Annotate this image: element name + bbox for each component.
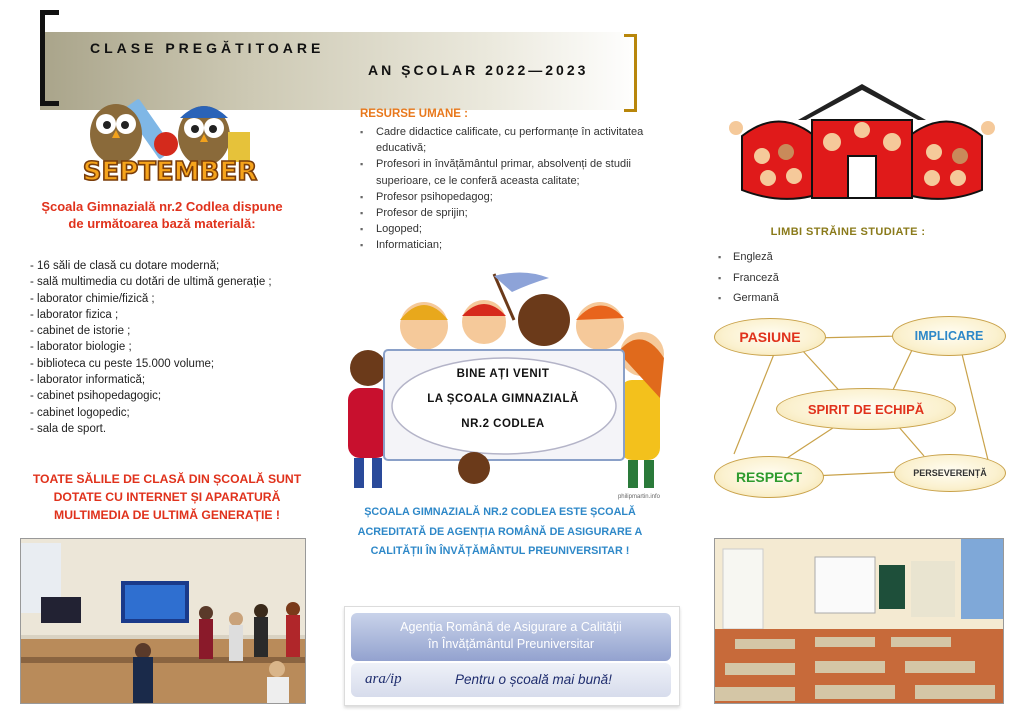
aracip-agency-name [351,613,671,661]
list-item: - cabinet logopedic; [30,406,130,419]
list-item: - 16 săli de clasă cu dotare modernă; [30,260,220,272]
list-item: - biblioteca cu peste 15.000 volume; [30,357,215,370]
list-item: - cabinet de istorie ; [30,325,131,338]
aracip-footer [351,663,671,697]
september-label: SEPTEMBER [82,157,258,187]
value-respect: RESPECT [714,456,824,498]
list-item: ▪ Logoped; [358,221,658,237]
aracip-line: Agenția Română de Asigurare a Calității [400,620,622,634]
list-item: - laborator fizica ; [30,308,119,321]
list-item: ▪ Cadre didactice calificate, cu performanțe în activitatea educativă; [358,124,658,156]
list-item: ▪ Engleză [718,247,779,268]
human-resources-list [358,124,658,254]
value-implicare: IMPLICARE [892,316,1006,356]
header-bracket-left [40,10,59,106]
facilities-list [30,258,300,437]
list-item: ▪ Profesori in învățământul primar, absolvenți de studii superioare, ce le conferă aceasta calitate; [358,156,658,188]
aracip-slogan: Pentru o școală mai bună! [455,672,612,687]
list-item: - laborator biologie ; [30,341,132,354]
languages-list [718,247,779,309]
value-spirit-de-echipa: SPIRIT DE ECHIPĂ [776,388,956,430]
aracip-logo: ara/ip [365,671,402,687]
value-pasiune: PASIUNE [714,318,826,356]
list-item: - laborator informatică; [30,374,146,387]
aracip-line: în Învățământul Preuniversitar [427,637,595,651]
header-title: CLASE PREGĂTITOARE [90,40,325,56]
september-owls-illustration [80,92,260,190]
list-item: - sală multimedia cu dotări de ultimă generație ; [30,276,272,289]
multimedia-note: TOATE SĂLILE DE CLASĂ DIN ȘCOALĂ SUNT DOTATE CU INTERNET ȘI APARATURĂ MULTIMEDIA DE ULTIMĂ GENERAȚIE ! [32,472,302,522]
classroom-photo [714,538,1004,704]
list-item: - laborator chimie/fizică ; [30,292,155,305]
school-intro: Școala Gimnazială nr.2 Codlea dispune de următoarea bază materială: [41,199,283,231]
list-item: ▪ Profesor psihopedagog; [358,189,658,205]
header-school-year: AN ȘCOLAR 2022—2023 [368,62,589,78]
list-item: ▪ Franceză [718,268,779,289]
accreditation-statement: ȘCOALA GIMNAZIALĂ NR.2 CODLEA ESTE ȘCOALĂ ACREDITATĂ DE AGENȚIA ROMÂNĂ DE ASIGURARE A CALITĂȚII ÎN ÎNVĂȚĂMÂNTUL PREUNIVERSITAR ! [357,506,643,557]
value-perseverenta: PERSEVERENȚĂ [894,454,1006,492]
list-item: ▪ Informatician; [358,237,658,253]
human-resources-title: RESURSE UMANE : [360,108,468,120]
list-item: ▪ Profesor de sprijin; [358,205,658,221]
school-house-illustration [728,78,996,204]
illustration-credit: philipmartin.info [617,494,660,500]
languages-title: LIMBI STRĂINE STUDIATE : [770,226,926,238]
welcome-sign-text [388,362,618,437]
aracip-banner [344,606,680,706]
list-item: - sala de sport. [30,422,107,435]
multimedia-classroom-photo [20,538,306,704]
header-bracket-right [624,34,637,112]
list-item: - cabinet psihopedagogic; [30,390,162,403]
welcome-line: BINE AȚI VENIT [456,368,550,380]
welcome-line: LA ȘCOALA GIMNAZIALĂ [427,393,579,405]
list-item: ▪ Germană [718,288,779,309]
welcome-line: NR.2 CODLEA [461,418,545,430]
